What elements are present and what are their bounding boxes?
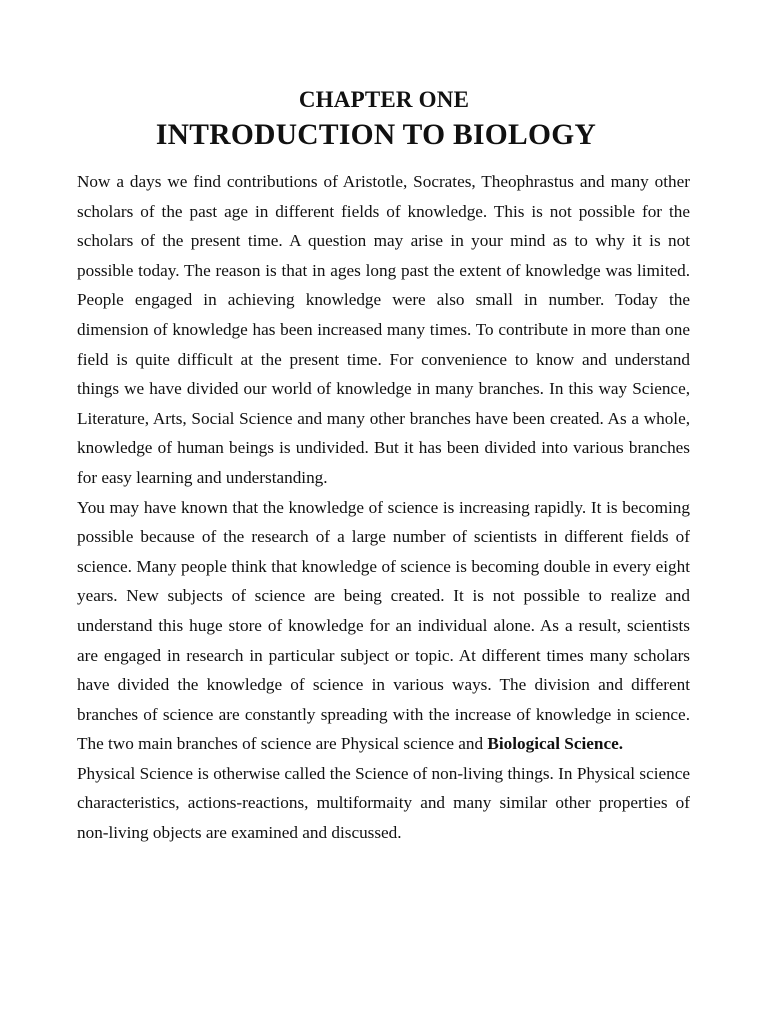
paragraph-3: Physical Science is otherwise called the Science of non-living things. In Physical science characteristics, actions-reactions, multiformaity and many similar other properties of non-living objects are examined and discussed.	[77, 763, 690, 843]
chapter-label: CHAPTER ONE	[298, 87, 470, 112]
body-text	[77, 167, 690, 848]
paragraph-1: Now a days we find contributions of Aristotle, Socrates, Theophrastus and many other scholars of the past age in different fields of knowledge. This is not possible for the scholars of the present time. A question may arise in your mind as to why it is not possible today. The reason is that in ages long past the extent of knowledge was limited. People engaged in achieving knowledge were also small in number. Today the dimension of knowledge has been increased many times. To contribute in more than one field is quite difficult at the present time. For convenience to know and understand things we have divided our world of knowledge in many branches. In this way Science, Literature, Arts, Social Science and many other branches have been created. As a whole, knowledge of human beings is undivided. But it has been divided into various branches for easy learning and understanding.	[77, 172, 690, 487]
chapter-title: INTRODUCTION TO BIOLOGY	[155, 119, 597, 151]
paragraph-2-text: You may have known that the knowledge of science is increasing rapidly. It is becoming possible because of the research of a large number of scientists in different fields of science. Many people think that knowledge of science is becoming double in every eight years. New subjects of science are being created. It is not possible to realize and understand this huge store of knowledge for an individual alone. As a result, scientists are engaged in research in particular subject or topic. At different times many scholars have divided the knowledge of science in various ways. The division and different branches of science are constantly spreading with the increase of knowledge in science. The two main branches of science are Physical science and	[77, 497, 690, 754]
paragraph-2	[77, 493, 690, 759]
paragraph-2-bold-term: Biological Science.	[487, 734, 623, 754]
